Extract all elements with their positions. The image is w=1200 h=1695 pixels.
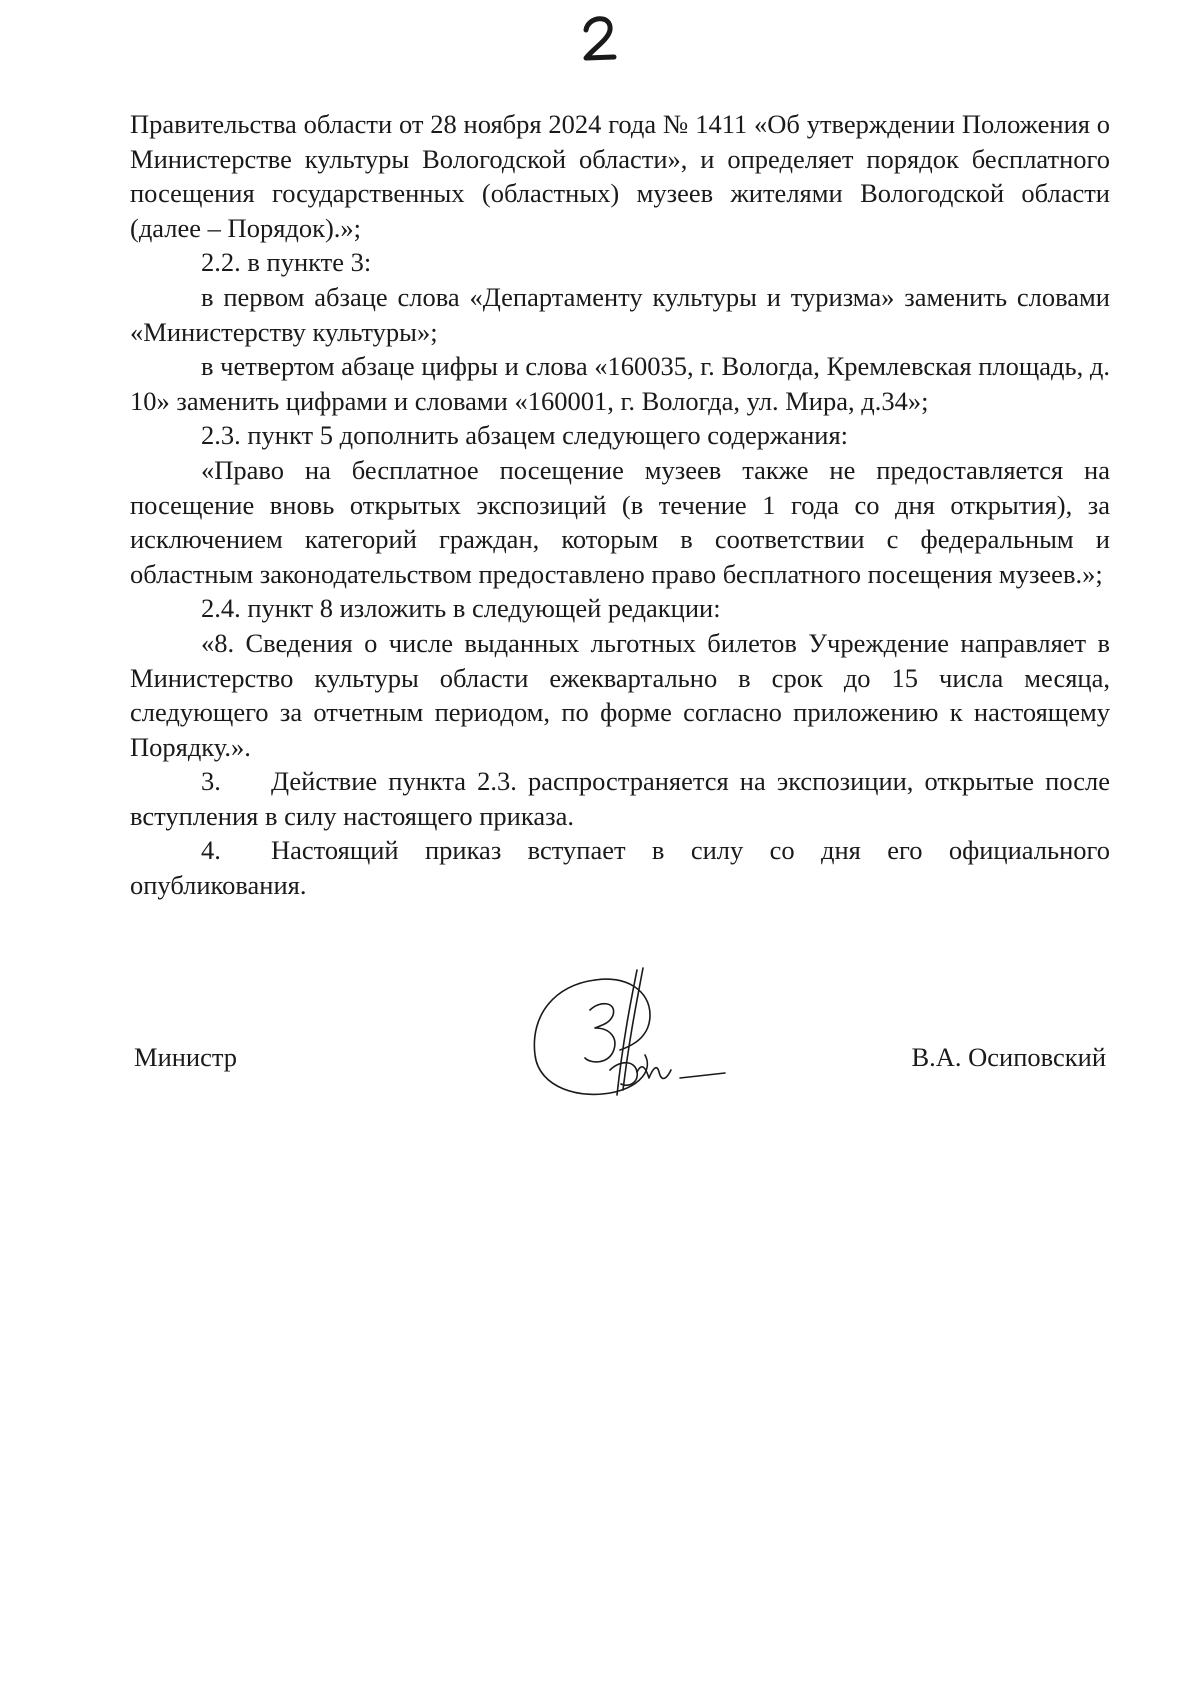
item-text: Действие пункта 2.3. распространяется на экспозиции, открытые после вступления в силу настоящего приказа. xyxy=(130,766,1110,831)
signatory-title: Министр xyxy=(134,1042,238,1072)
document-body xyxy=(130,107,1110,903)
signatory-name: В.А. Осиповский xyxy=(911,1042,1106,1072)
item-number: 4. xyxy=(201,835,221,866)
paragraph-2-2: 2.2. в пункте 3: xyxy=(201,247,372,278)
paragraph-2-2-first-abzac: в первом абзаце слова «Департаменту культуры и туризма» заменить словами «Министерству культуры»; xyxy=(130,281,1110,347)
paragraph-2-2-fourth-abzac: в четвертом абзаце цифры и слова «160035, г. Вологда, Кремлевская площадь, д. 10» заменить цифрами и словами «160001, г. Вологда, ул. Мира, д.34»; xyxy=(130,351,1110,416)
page-number xyxy=(570,8,630,68)
handwritten-signature xyxy=(525,960,750,1110)
paragraph-2-4: 2.4. пункт 8 изложить в следующей редакции: xyxy=(201,593,721,624)
paragraph-2-3: 2.3. пункт 5 дополнить абзацем следующего содержания: xyxy=(201,420,849,451)
paragraph-2-3-quote: «Право на бесплатное посещение музеев также не предоставляется на посещение вновь открытых экспозиций (в течение 1 года со дня открытия), за исключением категорий граждан, которым в соответствии с федеральным и областным законодательством предоставлено право бесплатного посещения музеев.»; xyxy=(130,454,1110,589)
item-text: Настоящий приказ вступает в силу со дня его официального опубликования. xyxy=(130,835,1110,901)
paragraph-2-4-quote: «8. Сведения о числе выданных льготных билетов Учреждение направляет в Министерство культуры области ежеквартально в срок до 15 числа месяца, следующего за отчетным периодом, по форме согласно приложению к настоящему Порядку.». xyxy=(130,627,1110,762)
item-number: 3. xyxy=(201,766,221,797)
paragraph-continuation: Правительства области от 28 ноября 2024 года № 1411 «Об утверждении Положения о Министерстве культуры Вологодской области», и определяет порядок бесплатного посещения государственных (областных) музеев жителями Вологодской области (далее – Порядок).»; xyxy=(130,109,1110,243)
numbered-item-3 xyxy=(130,764,1110,833)
numbered-item-4 xyxy=(130,833,1110,902)
